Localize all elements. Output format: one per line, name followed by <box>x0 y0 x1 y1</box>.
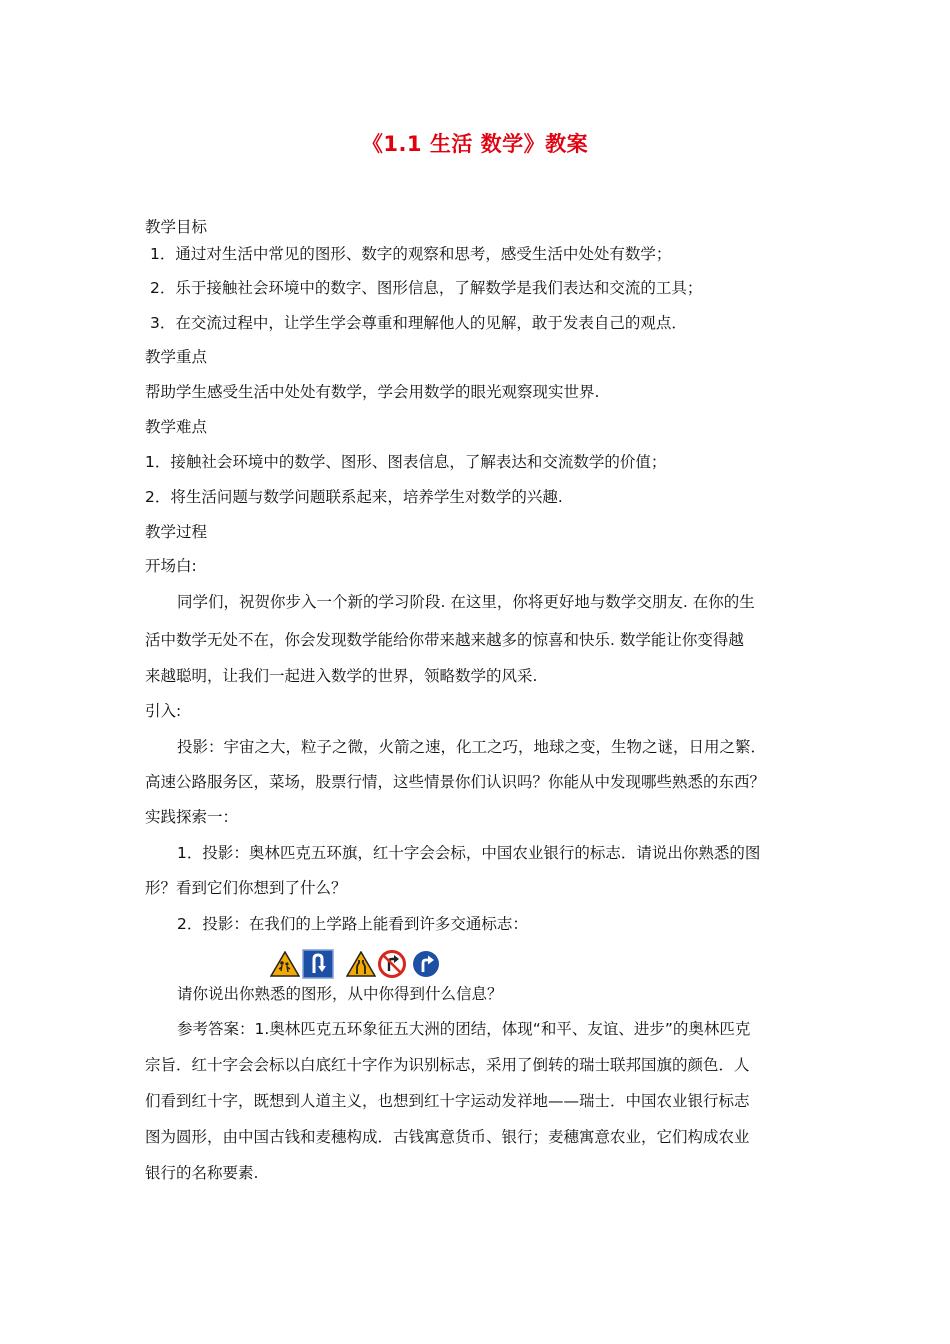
answer-line-5: 银行的名称要素. <box>145 1164 259 1182</box>
heading-process: 教学过程 <box>145 523 208 541</box>
no-right-turn-sign-icon <box>378 950 406 982</box>
objective-2: 2．乐于接触社会环境中的数字、图形信息，了解数学是我们表达和交流的工具； <box>150 279 703 297</box>
practice-label: 实践探索一： <box>145 808 239 826</box>
answer-line-1: 参考答案：1.奥林匹克五环象征五大洲的团结，体现“和平、友谊、进步”的奥林匹克 <box>177 1020 751 1038</box>
narrow-road-warning-sign-icon <box>346 951 376 981</box>
heading-objectives: 教学目标 <box>145 218 208 236</box>
practice-item-2: 2．投影：在我们的上学路上能看到许多交通标志： <box>177 915 528 933</box>
intro-paragraph-line-2: 高速公路服务区，菜场，股票行情，这些情景你们认识吗？你能从中发现哪些熟悉的东西？ <box>145 773 766 791</box>
answer-line-3: 们看到红十字，既想到人道主义，也想到红十字运动发祥地——瑞士．中国农业银行标志 <box>145 1092 750 1110</box>
document-title: 《1.1 生活 数学》教案 <box>361 132 589 156</box>
traffic-signs-row <box>270 952 442 980</box>
right-turn-sign-icon <box>412 950 440 982</box>
intro-label: 引入: <box>145 702 182 720</box>
practice-question: 请你说出你熟悉的图形，从中你得到什么信息？ <box>177 985 503 1003</box>
opening-paragraph-line-2: 活中数学无处不在，你会发现数学能给你带来越来越多的惊喜和快乐. 数学能让你变得越 <box>145 631 744 649</box>
heading-difficulties: 教学难点 <box>145 418 208 436</box>
difficulty-2: 2．将生活问题与数学问题联系起来，培养学生对数学的兴趣. <box>145 488 563 506</box>
answer-line-2: 宗旨．红十字会会标以白底红十字作为识别标志，采用了倒转的瑞士联邦国旗的颜色．人 <box>145 1056 750 1074</box>
u-turn-sign-icon <box>302 949 334 983</box>
opening-label: 开场白: <box>145 557 197 575</box>
answer-line-4: 图为圆形，由中国古钱和麦穗构成．古钱寓意货币、银行；麦穗寓意农业，它们构成农业 <box>145 1128 750 1146</box>
objective-3: 3．在交流过程中，让学生学会尊重和理解他人的见解，敢于发表自己的观点． <box>150 314 687 332</box>
heading-key-points: 教学重点 <box>145 348 208 366</box>
practice-item-1-line-1: 1．投影：奥林匹克五环旗，红十字会会标，中国农业银行的标志．请说出你熟悉的图 <box>177 844 761 862</box>
objective-1: 1．通过对生活中常见的图形、数字的观察和思考，感受生活中处处有数学； <box>150 245 672 263</box>
key-point-text: 帮助学生感受生活中处处有数学，学会用数学的眼光观察现实世界. <box>145 383 600 401</box>
practice-item-1-line-2: 形？看到它们你想到了什么？ <box>145 879 347 897</box>
opening-paragraph-line-3: 来越聪明，让我们一起进入数学的世界，领略数学的风采. <box>145 667 538 685</box>
opening-paragraph-line-1: 同学们，祝贺你步入一个新的学习阶段. 在这里，你将更好地与数学交朋友. 在你的生 <box>177 593 755 611</box>
difficulty-1: 1．接触社会环境中的数学、图形、图表信息，了解表达和交流数学的价值； <box>145 453 667 471</box>
children-crossing-warning-sign-icon <box>270 951 300 981</box>
intro-paragraph-line-1: 投影：宇宙之大，粒子之微，火箭之速，化工之巧，地球之变，生物之谜，日用之繁． <box>177 738 767 756</box>
